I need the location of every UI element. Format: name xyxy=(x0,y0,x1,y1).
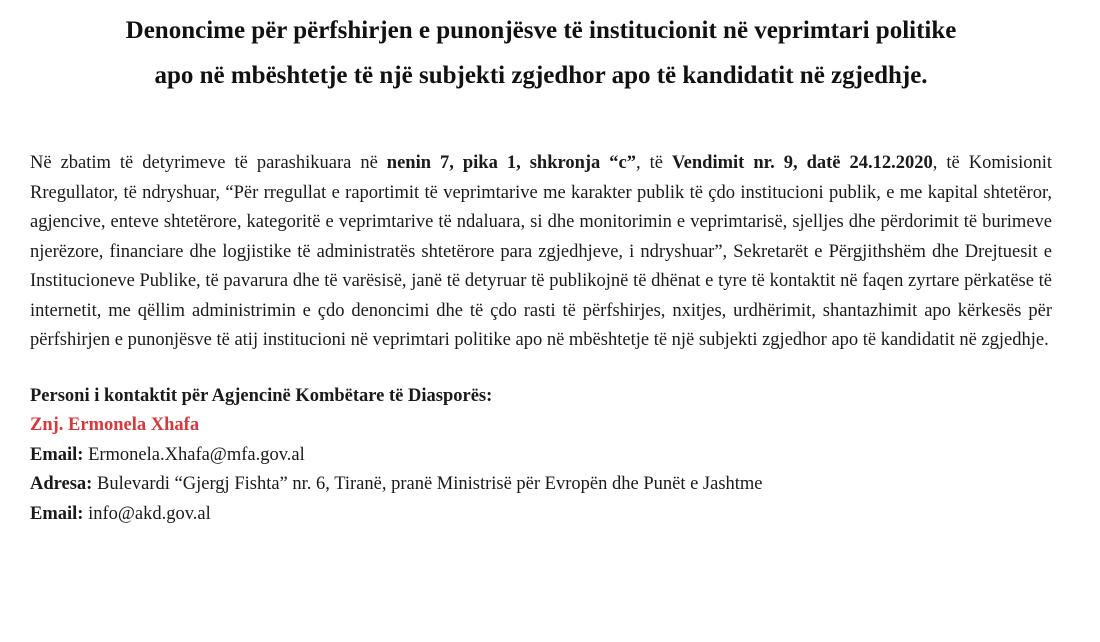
title-line-1: Denoncime për përfshirjen e punonjësve të institucionit në veprimtari politike xyxy=(125,17,957,44)
email-label: Email: xyxy=(30,444,84,465)
email-value[interactable]: Ermonela.Xhafa@mfa.gov.al xyxy=(83,444,305,465)
paragraph-bold-article: nenin 7, pika 1, shkronja “c” xyxy=(386,153,637,173)
contact-block xyxy=(30,382,1052,530)
contact-general-email-row xyxy=(30,500,1052,530)
title-line-2: apo në mbështetje të një subjekti zgjedhor apo të kandidatit në zgjedhje. xyxy=(154,62,928,89)
contact-heading: Personi i kontaktit për Agjencinë Kombëtare të Diasporës: xyxy=(30,385,493,406)
contact-person-name: Znj. Ermonela Xhafa xyxy=(30,415,200,435)
page-title xyxy=(30,0,1052,98)
paragraph-text-3: , të Komisionit Rregullator, të ndryshuar, “Për rregullat e raportimit të veprimtarive me karakter publik të çdo institucioni publik, e me kapital shtetëror, agjencive, enteve shtetërore, kategoritë e veprimtarive të ndaluara, si dhe monitorimin e veprimtarisë, sjelljes dhe përdorimit të burimeve njerëzore, financiare dhe logjistike të administratës shtetërore para zgjedhjeve, i ndryshuar”, Sekretarët e Përgjithshëm dhe Drejtuesit e Institucioneve Publike, të pavarura dhe të varësisë, janë të detyruar të publikojnë të dhënat e tyre të kontaktit në faqen zyrtare përkatëse të internetit, me qëllim administrimin e çdo denoncimi dhe të çdo rasti të përfshirjes, nxitjes, urdhërimit, shantazhimit apo kërkesës për përfshirjen e punonjësve të atij institucioni në veprimtari politike apo në mbështetje të një subjekti zgjedhor apo të kandidatit në zgjedhje. xyxy=(30,153,1053,350)
paragraph-bold-decision: Vendimit nr. 9, datë 24.12.2020 xyxy=(672,153,933,173)
address-value: Bulevardi “Gjergj Fishta” nr. 6, Tiranë, pranë Ministrisë për Evropën dhe Punët e Jashtme xyxy=(92,474,763,494)
paragraph-text-1: Në zbatim të detyrimeve të parashikuara në xyxy=(30,153,387,173)
contact-email-row xyxy=(30,441,1052,471)
general-email-value[interactable]: info@akd.gov.al xyxy=(83,503,211,524)
contact-address-row xyxy=(30,470,1052,500)
paragraph-text-2: , të xyxy=(636,153,673,173)
general-email-label: Email: xyxy=(30,503,84,524)
address-label: Adresa: xyxy=(30,474,93,494)
body-paragraph xyxy=(30,149,1052,356)
